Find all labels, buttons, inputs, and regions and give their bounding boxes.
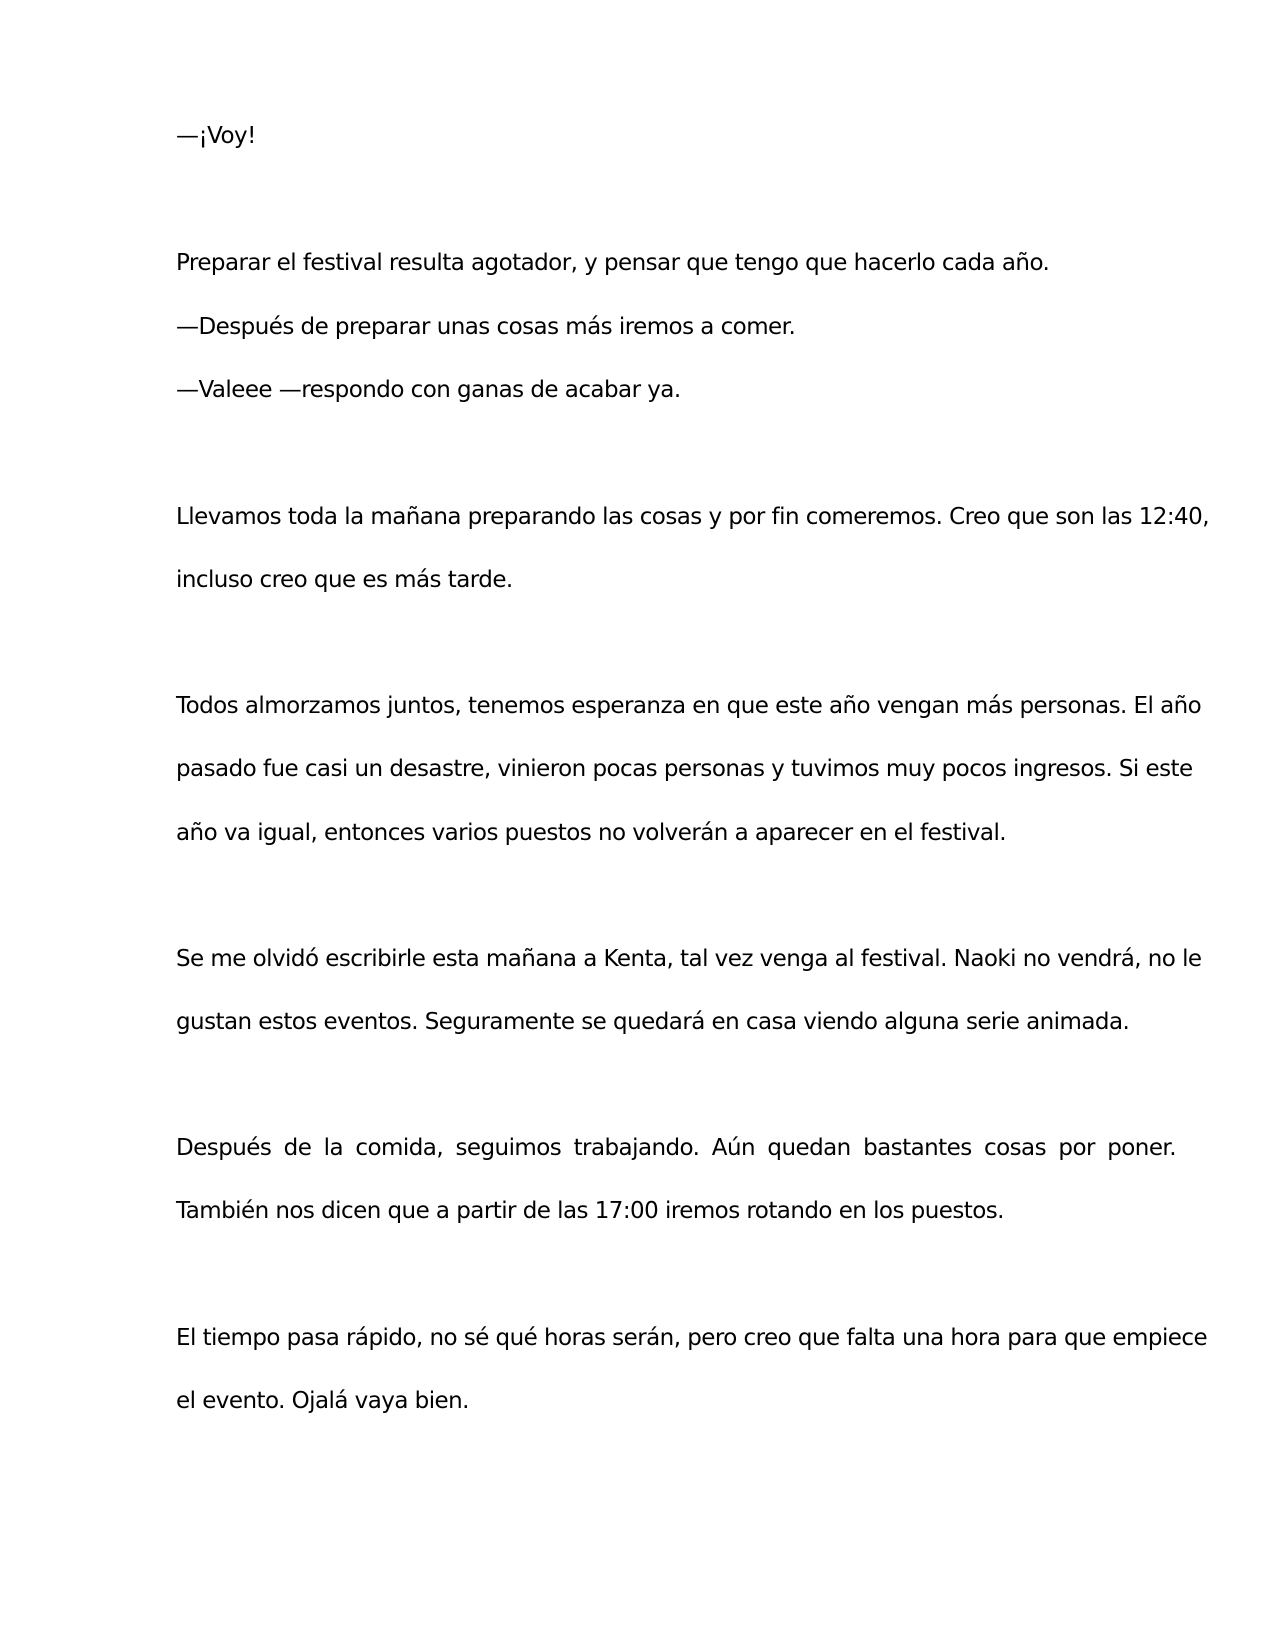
paragraph-line: También nos dicen que a partir de las 17:00 iremos rotando en los puestos.	[176, 1198, 1004, 1224]
paragraph-line: Se me olvidó escribirle esta mañana a Kenta, tal vez venga al festival. Naoki no vendrá, no le	[176, 946, 1202, 972]
dialogue-line-voy: —¡Voy!	[176, 123, 256, 149]
paragraph-line: gustan estos eventos. Seguramente se quedará en casa viendo alguna serie animada.	[176, 1009, 1130, 1035]
dialogue-line: —Valeee —respondo con ganas de acabar ya.	[176, 377, 681, 403]
paragraph-line: el evento. Ojalá vaya bien.	[176, 1388, 469, 1414]
paragraph-line: pasado fue casi un desastre, vinieron pocas personas y tuvimos muy pocos ingresos. Si este	[176, 756, 1193, 782]
paragraph-line: El tiempo pasa rápido, no sé qué horas serán, pero creo que falta una hora para que empiece	[176, 1325, 1208, 1351]
paragraph-line: año va igual, entonces varios puestos no volverán a aparecer en el festival.	[176, 820, 1007, 846]
paragraph-line: Llevamos toda la mañana preparando las cosas y por fin comeremos. Creo que son las 12:40,	[176, 504, 1209, 530]
paragraph-line: incluso creo que es más tarde.	[176, 567, 513, 593]
paragraph-line-justified: Después de la comida, seguimos trabajando. Aún quedan bastantes cosas por poner.	[176, 1135, 1176, 1161]
paragraph-line: Todos almorzamos juntos, tenemos esperanza en que este año vengan más personas. El año	[176, 693, 1202, 719]
dialogue-line: —Después de preparar unas cosas más iremos a comer.	[176, 314, 796, 340]
paragraph-line: Preparar el festival resulta agotador, y pensar que tengo que hacerlo cada año.	[176, 250, 1050, 276]
